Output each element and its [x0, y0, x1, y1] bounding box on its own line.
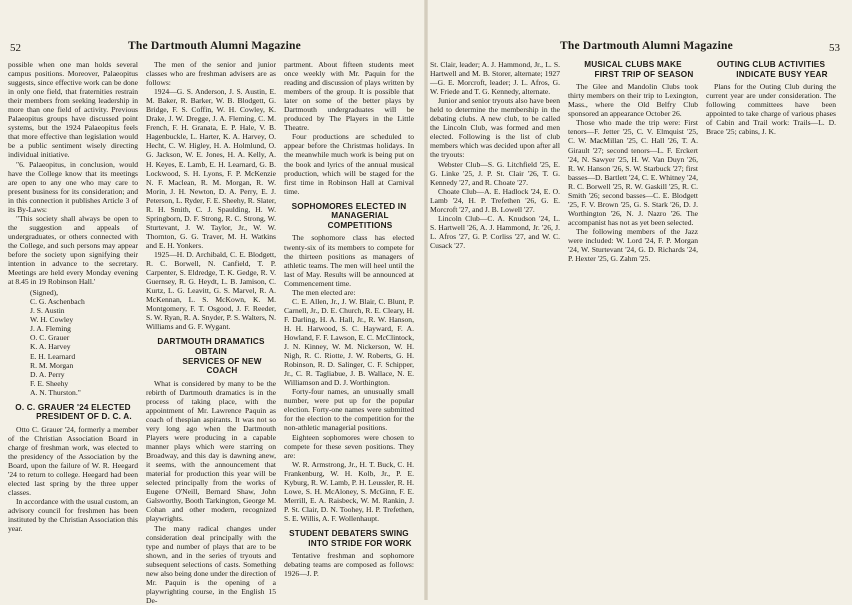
signatory: D. A. Perry	[30, 369, 65, 379]
column-2	[146, 60, 276, 605]
paragraph: The men of the senior and junior classes who are freshman advisers are as follows:	[146, 60, 276, 88]
signatory: W. H. Cowley	[30, 315, 74, 325]
running-head: The Dartmouth Alumni Magazine	[128, 40, 301, 52]
paragraph: The men elected are:	[292, 287, 356, 297]
heading-line: FIRST TRIP OF SEASON	[594, 69, 694, 79]
signatory: C. G. Aschenbach	[30, 297, 85, 307]
heading-line: OUTING CLUB ACTIVITIES	[716, 60, 826, 69]
heading-line: MUSICAL CLUBS MAKE	[584, 60, 682, 69]
article-heading	[284, 202, 414, 231]
paragraph: possible when one man holds several campus positions. Moreover, Palaeopitus suggests, since effective work can be done in only one field, that fraternities restrain their members from seeking leadership in more than one field of activity. Previous Palaeopitus groups have discussed point systems, but the 1924 Palaeopitus feels that more effective than legislation would be a public sentiment wisely directing individual initiative.	[8, 60, 138, 160]
article-heading	[284, 529, 414, 548]
paragraph: Eighteen sophomores were chosen to compete for these seven positions. They are:	[284, 432, 414, 460]
paragraph: The many radical changes under consideration deal principally with the type and number of plays that are to be shown, and in the series of tryouts and subsequent selections of casts. Something new also being done under the direction of Mr. Paquin is the opening of a playwrighting course, in the English 15 De-	[146, 523, 276, 605]
article-heading	[568, 60, 698, 79]
paragraph: C. E. Allen, Jr., J. W. Blair, C. Blunt, P. Carnell, Jr., D. E. Church, R. E. Cleary, H. F. Darling, H. A. Hall, Jr., R. W. Hanson, H. H. Harwood, S. C. Hayward, F. A. Howland, F. F. Lawson, E. C. McClintock, J. N. Kinney, W. M. Nickerson, W. H. Nigh, R. C. Riotte, J. W. Roberts, G. H. Robinson, R. D. Salinger, C. F. Schipper, Jr., C. R. Tagliabue, J. B. Wallace, N. E. Williamson and D. J. Worthington.	[284, 296, 414, 388]
signatory: E. H. Learnard	[30, 351, 76, 361]
signatory: F. E. Sheehy	[30, 378, 69, 388]
column-3	[706, 60, 836, 596]
heading-line: O. C. GRAUER '24 ELECTED	[15, 402, 131, 412]
paragraph: Lincoln Club—C. A. Knudson '24, L. S. Hartwell '26, A. J. Hammond, Jr. '26, J. L. Afros '27, G. P. Corliss '27, and W. C. Cusack '27.	[430, 213, 560, 250]
paragraph: Tentative freshman and sophomore debating teams are composed as follows: 1926—J. P.	[284, 551, 414, 579]
left-page	[0, 0, 424, 605]
article-heading	[146, 337, 276, 375]
article-heading	[706, 60, 836, 79]
paragraph: Webster Club—S. G. Litchfield '25, E. G. Linke '25, J. P. St. Clair '26, T. G. Kennedy '27, and R. Choate '27.	[430, 159, 560, 187]
heading-line: INDICATE BUSY YEAR	[736, 69, 828, 79]
signatory: K. A. Harvey	[30, 342, 71, 352]
heading-line: INTO STRIDE FOR WORK	[308, 538, 412, 548]
paragraph: "This society shall always be open to the suggestion and appeals of undergraduates, or others connected with the College, and such persons may appear before the society upon signifying their intention in advance to the secretary. Meetings are held every Monday evening at 8.45 in 19 Robinson Hall.'	[8, 213, 138, 287]
heading-line: PRESIDENT OF D. C. A.	[36, 412, 132, 422]
paragraph: Plans for the Outing Club during the current year are under consideration. The following committees have been appointed to take charge of various phases of Cabin and Trail work: Trails—L. D. Brace '25; cabins, J. K.	[706, 82, 836, 137]
page-number: 52	[10, 42, 21, 54]
signatory: O. C. Grauer	[30, 333, 70, 343]
article-heading	[8, 403, 138, 422]
signatory: R. M. Morgan	[30, 360, 74, 370]
paragraph: Four productions are scheduled to appear before the Christmas holidays. In the meanwhile much work is being put on the book and lyrics of the annual musical production, which will be staged for the first time in Robinson Hall at Carnival time.	[284, 132, 414, 196]
right-page	[428, 0, 852, 600]
heading-line: SERVICES OF NEW COACH	[182, 356, 262, 376]
signatory: A. N. Thurston."	[30, 387, 81, 397]
signatory: J. A. Fleming	[30, 324, 71, 334]
paragraph: 1925—H. D. Archibald, C. E. Blodgett, R. C. Borwell, N. Canfield, T. P. Carpenter, S. Eldredge, T. K. Gedge, R. V. Guernsey, R. G. Heydt, L. B. Jamison, C. Kurtz, L. G. Leavitt, G. S. Marvel, R. A. McKennan, L. S. McKown, K. M. Montgomery, F. T. Osgood, J. F. Reeder, S. W. Ryan, R. A. Snyder, P. S. Walters, N. Williams and G. F. Wygant.	[146, 249, 276, 332]
paragraph: "6. Palaeopitus, in conclusion, would have the College know that its meetings are open to any one who may care to present business for its consideration; and in this connection it publishes Article 3 of its By-Laws:	[8, 159, 138, 214]
column-1	[8, 60, 138, 596]
column-1	[430, 60, 560, 596]
paragraph: W. R. Armstrong, Jr., H. T. Buck, C. H. Frankenburg, W. H. Kolb, Jr., P. E. Kyburg, R. W. Lamb, P. H. Leussler, R. H. Lowe, S. H. McAloney, S. McGinn, F. E. Merrill, E. A. Raisbeck, W. M. Rankin, J. P. St. Clair, D. N. Toohey, H. P. Trefethen, S. E. Willis, A. F. Wollenhaupt.	[284, 459, 414, 523]
heading-line: DARTMOUTH DRAMATICS OBTAIN	[157, 337, 265, 356]
paragraph: The following members of the Jazz were included: W. Lord '24, F. P. Morgan '24, W. Sturtevant '24, G. D. Richards '24, P. Hexter '25, G. Zahm '25.	[568, 226, 698, 264]
column-2	[568, 60, 698, 596]
paragraph: Otto C. Grauer '24, formerly a member of the Christian Association Board in charge of freshman work, was elected to the presidency of the Association by the Board, upon the failure of W. R. Heegard '24 to return to college. Heegard had been elected last spring by the three upper classes.	[8, 424, 138, 498]
page-number: 53	[829, 42, 840, 54]
heading-line: MANAGERIAL COMPETITIONS	[327, 211, 393, 230]
paragraph: What is considered by many to be the rebirth of Dartmouth dramatics is in the process of taking place, with the appointment of Mr. Lawrence Paquin as coach of thespian aspirants. It was not so very long ago when the Dartmouth Players were producing in a capable manner plays which were starring on Broadway, and this day is dawning anew, it seems, with the announcement that material for production this year will be selected principally from the works of Eugene O'Neill, Bernard Shaw, John Galsworthy, Booth Tarkington, George M. Cohan and other modern, recognized playwrights.	[146, 378, 276, 524]
running-head: The Dartmouth Alumni Magazine	[560, 40, 733, 52]
paragraph: Those who made the trip were: First tenors—F. Jetter '25, C. V. Elmquist '25, C. W. MacMillan '25, C. Hall '26, T. A. Girault '27; second tenors—L. F. Erckert '24, N. Sawyer '25, H. W. Van Duyn '26, R. W. Hanson '26, S. W. Starbuck '27; first basses—D. Bartlett '24, C. E. Whitney '24, R. C. Borwell '25, R. W. Gaskill '25, R. C. Smith '26; second basses—C. E. Blodgett '25, F. V. Brown '25, G. S. Stark '26, D. J. Worthington '26, N. J. Nazro '26. The accompanist has not as yet been selected.	[568, 118, 698, 227]
heading-line: STUDENT DEBATERS SWING	[289, 528, 409, 538]
paragraph: The Glee and Mandolin Clubs took thirty members on their trip to Lexington, Mass., where the Old Belfry Club sponsored an appearance October 26.	[568, 82, 698, 119]
paragraph: Choate Club—A. E. Hadlock '24, E. O. Lamb '24, H. P. Trefethen '26, G. E. Morcroft '27, and J. B. Lowell '27.	[430, 186, 560, 214]
signatories	[8, 288, 138, 397]
signed-label: (Signed),	[30, 288, 59, 298]
paragraph: The sophomore class has elected twenty-six of its members to compete for the thirteen positions as managers of athletic teams. The men will heel until the last of May. Results will be announced at Commencement time.	[284, 233, 414, 288]
paragraph: Junior and senior tryouts also have been held to determine the membership in the debating clubs. A new club, to be called the Lincoln Club, was formed and men elected. Following is the list of club members which was decided upon after all the tryouts:	[430, 96, 560, 160]
paragraph: St. Clair, leader; A. J. Hammond, Jr., L. S. Hartwell and M. B. Storer, alternate; 1927—G. E. Morcroft, leader; J. L. Afros, G. W. Friede and T. G. Kennedy, alternate.	[430, 60, 560, 97]
paragraph: partment. About fifteen students meet once weekly with Mr. Paquin for the reading and discussion of plays written by members of the group. It is possible that later on some of the better plays by Dartmouth undergraduates will be produced by The Players in the Little Theatre.	[284, 60, 414, 133]
paragraph: In accordance with the usual custom, an advisory council for freshmen has been instituted by the Christian Association this year.	[8, 497, 138, 534]
signatory: J. S. Austin	[30, 306, 65, 316]
heading-line: SOPHOMORES ELECTED IN	[291, 201, 407, 211]
column-3	[284, 60, 414, 596]
paragraph: 1924—G. S. Anderson, J. S. Austin, E. M. Baker, R. Barker, W. B. Blodgett, G. Bridge, F. S. Coffin, W. H. Cowley, K. Drake, J. W. Dregge, J. A. Fleming, C. M. French, F. H. Granata, E. P. Hale, V. B. Hagenbuckle, L. Harter, K. A. Harvey, O. Hecht, C. W. Higley, H. A. Holmlund, O. G. Jackson, W. E. Jones, H. A. Kelly, A. H. Keyes, E. Lamb, E. H. Learnard, G. B. Lockwood, S. H. Lyons, F. P. McKenzie N. F. Maclean, R. M. Morgan, R. W. Morin, J. H. Newton, D. A. Perry, E. J. Peterson, L. Ryder, F. E. Sheehy, R. Slater, R. H. Smith, C. J. Spaulding, H. W. Springborn, D. F. Strong, R. C. Strong, W. Sturtevant, J. W. Taylor, Jr., W. W. Thornton, G. G. Traver, M. H. Watkins and E. H. Yonkers.	[146, 87, 276, 250]
paragraph: Forty-four names, an unusually small number, were put up for the popular election. Forty-one names were submitted for the election to the competition for the non-athletic managerial positions.	[284, 387, 414, 433]
